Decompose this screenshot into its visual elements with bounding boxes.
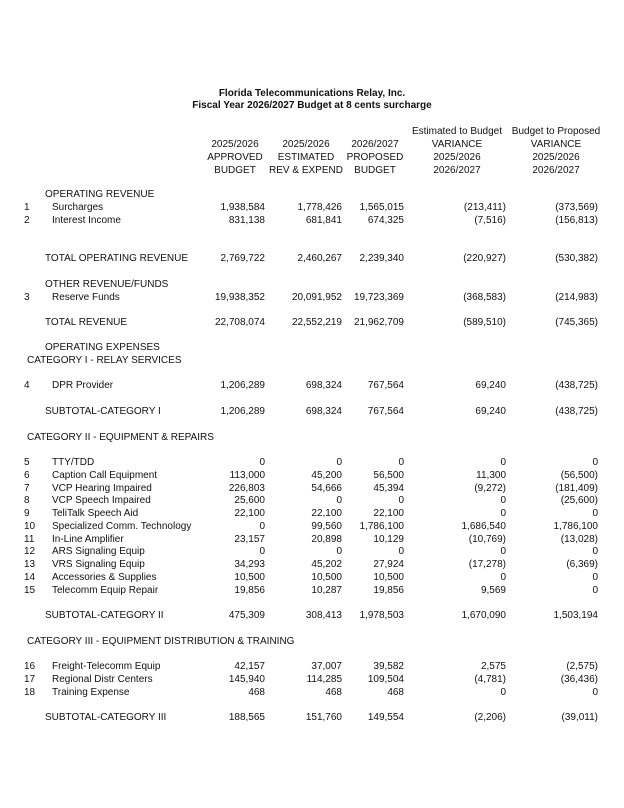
- cell-estimated-rev-expend: 1,778,426: [297, 202, 342, 213]
- cell-estimated-rev-expend: 698,324: [305, 380, 342, 391]
- row-label: Regional Distr Centers: [52, 674, 153, 685]
- header-proposed-budget: 2026/2027 PROPOSED BUDGET: [346, 139, 404, 176]
- cell-proposed-budget: 27,924: [373, 559, 404, 570]
- cell-proposed-budget: 19,723,369: [353, 292, 404, 303]
- cell-estimated-rev-expend: 0: [336, 546, 342, 557]
- row-label: SUBTOTAL-CATEGORY II: [45, 610, 164, 621]
- cell-proposed-budget: 0: [398, 495, 404, 506]
- cell-budget-to-proposed-variance: 0: [592, 585, 598, 596]
- cell-estimated-to-budget-variance: 1,686,540: [461, 521, 506, 532]
- category-heading: [0, 431, 624, 444]
- cell-estimated-rev-expend: 37,007: [311, 661, 342, 672]
- cell-proposed-budget: 674,325: [367, 215, 404, 226]
- row-label: TOTAL OPERATING REVENUE: [45, 253, 188, 264]
- cell-estimated-to-budget-variance: (220,927): [463, 253, 506, 264]
- cell-approved-budget: 23,157: [234, 534, 265, 545]
- cell-approved-budget: 145,940: [228, 674, 265, 685]
- cell-proposed-budget: 2,239,340: [359, 253, 404, 264]
- table-row: [0, 494, 624, 507]
- total-row: [0, 405, 624, 418]
- cell-budget-to-proposed-variance: 0: [592, 572, 598, 583]
- cell-estimated-rev-expend: 0: [336, 495, 342, 506]
- line-number: 10: [24, 521, 36, 532]
- cell-approved-budget: 0: [259, 521, 265, 532]
- table-row: [0, 379, 624, 392]
- line-number: 13: [24, 559, 36, 570]
- cell-approved-budget: 34,293: [234, 559, 265, 570]
- cell-estimated-to-budget-variance: (7,516): [474, 215, 506, 226]
- cell-approved-budget: 831,138: [228, 215, 265, 226]
- cell-budget-to-proposed-variance: 0: [592, 546, 598, 557]
- cell-proposed-budget: 767,564: [367, 380, 404, 391]
- cell-proposed-budget: 1,565,015: [359, 202, 404, 213]
- cell-estimated-rev-expend: 468: [325, 687, 342, 698]
- line-number: 12: [24, 546, 36, 557]
- table-row: [0, 469, 624, 482]
- cell-estimated-rev-expend: 0: [336, 457, 342, 468]
- cell-proposed-budget: 468: [387, 687, 404, 698]
- total-row: [0, 316, 624, 329]
- cell-estimated-rev-expend: 308,413: [305, 610, 342, 621]
- cell-estimated-to-budget-variance: 2,575: [480, 661, 506, 672]
- cell-estimated-rev-expend: 45,202: [311, 559, 342, 570]
- cell-budget-to-proposed-variance: (214,983): [555, 292, 598, 303]
- cell-approved-budget: 1,206,289: [220, 380, 265, 391]
- row-label: Freight-Telecomm Equip: [52, 661, 161, 672]
- table-row: [0, 291, 624, 304]
- row-label: TOTAL REVENUE: [45, 317, 128, 328]
- row-label: VCP Speech Impaired: [52, 495, 151, 506]
- line-number: 17: [24, 674, 36, 685]
- section-heading: [0, 188, 624, 201]
- cell-estimated-to-budget-variance: 9,569: [480, 585, 506, 596]
- cell-estimated-rev-expend: 20,091,952: [291, 292, 342, 303]
- cell-budget-to-proposed-variance: 1,786,100: [553, 521, 598, 532]
- cell-approved-budget: 475,309: [228, 610, 265, 621]
- line-number: 1: [24, 202, 30, 213]
- cell-budget-to-proposed-variance: (13,028): [560, 534, 598, 545]
- row-label: Interest Income: [52, 215, 121, 226]
- category-heading: [0, 635, 624, 648]
- table-row: [0, 201, 624, 214]
- cell-estimated-to-budget-variance: 0: [500, 546, 506, 557]
- cell-estimated-to-budget-variance: (589,510): [463, 317, 506, 328]
- cell-budget-to-proposed-variance: (530,382): [555, 253, 598, 264]
- cell-estimated-rev-expend: 99,560: [311, 521, 342, 532]
- cell-budget-to-proposed-variance: 1,503,194: [553, 610, 598, 621]
- cell-budget-to-proposed-variance: 0: [592, 687, 598, 698]
- row-label: ARS Signaling Equip: [52, 546, 145, 557]
- row-label: Specialized Comm. Technology: [52, 521, 192, 532]
- cell-budget-to-proposed-variance: (181,409): [555, 483, 598, 494]
- cell-proposed-budget: 39,582: [373, 661, 404, 672]
- row-label: Surcharges: [52, 202, 104, 213]
- table-row: [0, 584, 624, 597]
- table-row: [0, 545, 624, 558]
- cell-proposed-budget: 0: [398, 457, 404, 468]
- cell-budget-to-proposed-variance: (745,365): [555, 317, 598, 328]
- cell-estimated-rev-expend: 20,898: [311, 534, 342, 545]
- cell-approved-budget: 42,157: [234, 661, 265, 672]
- row-label: OPERATING EXPENSES: [45, 342, 160, 353]
- cell-approved-budget: 22,100: [234, 508, 265, 519]
- cell-proposed-budget: 45,394: [373, 483, 404, 494]
- cell-estimated-to-budget-variance: (10,769): [468, 534, 506, 545]
- cell-approved-budget: 22,708,074: [214, 317, 265, 328]
- cell-estimated-rev-expend: 10,500: [311, 572, 342, 583]
- line-number: 4: [24, 380, 30, 391]
- cell-estimated-to-budget-variance: (368,583): [463, 292, 506, 303]
- cell-estimated-to-budget-variance: 69,240: [475, 406, 506, 417]
- cell-budget-to-proposed-variance: (2,575): [566, 661, 598, 672]
- cell-proposed-budget: 21,962,709: [353, 317, 404, 328]
- cell-approved-budget: 19,938,352: [214, 292, 265, 303]
- cell-estimated-to-budget-variance: 11,300: [476, 470, 506, 481]
- row-label: SUBTOTAL-CATEGORY III: [45, 712, 167, 723]
- document-title: Florida Telecommunications Relay, Inc.: [218, 88, 406, 99]
- cell-budget-to-proposed-variance: (438,725): [555, 406, 598, 417]
- cell-budget-to-proposed-variance: (56,500): [560, 470, 598, 481]
- row-label: Caption Call Equipment: [52, 470, 158, 481]
- cell-approved-budget: 1,206,289: [220, 406, 265, 417]
- table-row: [0, 660, 624, 673]
- table-row: [0, 686, 624, 699]
- table-row: [0, 214, 624, 227]
- cell-budget-to-proposed-variance: (39,011): [561, 712, 598, 723]
- cell-estimated-to-budget-variance: 0: [500, 687, 506, 698]
- cell-estimated-to-budget-variance: 0: [500, 572, 506, 583]
- table-row: [0, 456, 624, 469]
- line-number: 9: [24, 508, 30, 519]
- cell-estimated-to-budget-variance: 69,240: [475, 380, 506, 391]
- cell-proposed-budget: 10,129: [373, 534, 404, 545]
- cell-estimated-rev-expend: 22,100: [311, 508, 342, 519]
- cell-estimated-to-budget-variance: 1,670,090: [461, 610, 506, 621]
- row-label: TeliTalk Speech Aid: [52, 508, 139, 519]
- line-number: 7: [24, 483, 30, 494]
- row-label: SUBTOTAL-CATEGORY I: [45, 406, 161, 417]
- cell-proposed-budget: 767,564: [367, 406, 404, 417]
- cell-estimated-rev-expend: 2,460,267: [297, 253, 342, 264]
- header-approved-budget: 2025/2026 APPROVED BUDGET: [207, 139, 263, 176]
- cell-approved-budget: 113,000: [229, 470, 265, 481]
- table-row: [0, 673, 624, 686]
- cell-approved-budget: 10,500: [234, 572, 265, 583]
- row-label: In-Line Amplifier: [52, 534, 124, 545]
- document-subtitle: Fiscal Year 2026/2027 Budget at 8 cents surcharge: [192, 100, 432, 111]
- cell-approved-budget: 0: [259, 457, 265, 468]
- cell-approved-budget: 25,600: [234, 495, 265, 506]
- total-row: [0, 711, 624, 724]
- line-number: 15: [24, 585, 36, 596]
- cell-approved-budget: 0: [259, 546, 265, 557]
- cell-budget-to-proposed-variance: (156,813): [555, 215, 598, 226]
- row-label: Telecomm Equip Repair: [52, 585, 159, 596]
- cell-approved-budget: 468: [248, 687, 265, 698]
- row-label: Accessories & Supplies: [52, 572, 157, 583]
- row-label: CATEGORY I - RELAY SERVICES: [27, 355, 182, 366]
- header-estimated-rev-expend: 2025/2026 ESTIMATED REV & EXPEND: [269, 139, 343, 176]
- row-label: CATEGORY II - EQUIPMENT & REPAIRS: [27, 432, 214, 443]
- cell-proposed-budget: 0: [398, 546, 404, 557]
- cell-estimated-to-budget-variance: (213,411): [463, 202, 506, 213]
- cell-estimated-to-budget-variance: (9,272): [474, 483, 506, 494]
- cell-budget-to-proposed-variance: (373,569): [555, 202, 598, 213]
- line-number: 18: [24, 687, 36, 698]
- cell-estimated-rev-expend: 681,841: [305, 215, 342, 226]
- line-number: 5: [24, 457, 30, 468]
- row-label: VCP Hearing Impaired: [52, 483, 152, 494]
- cell-proposed-budget: 19,856: [373, 585, 404, 596]
- table-row: [0, 520, 624, 533]
- category-heading: [0, 354, 624, 367]
- line-number: 2: [24, 215, 30, 226]
- row-label: DPR Provider: [52, 380, 114, 391]
- line-number: 6: [24, 470, 30, 481]
- cell-estimated-to-budget-variance: 0: [500, 457, 506, 468]
- cell-approved-budget: 2,769,722: [220, 253, 265, 264]
- cell-estimated-rev-expend: 45,200: [311, 470, 342, 481]
- header-budget-to-proposed-variance: Budget to Proposed VARIANCE 2025/2026 2026/2027: [511, 126, 601, 176]
- cell-proposed-budget: 56,500: [373, 470, 404, 481]
- row-label: Reserve Funds: [52, 292, 120, 303]
- cell-estimated-rev-expend: 114,285: [306, 674, 342, 685]
- row-label: OTHER REVENUE/FUNDS: [45, 279, 169, 290]
- row-label: OPERATING REVENUE: [45, 189, 155, 200]
- cell-estimated-rev-expend: 22,552,219: [291, 317, 342, 328]
- total-row: [0, 252, 624, 265]
- cell-estimated-rev-expend: 151,760: [305, 712, 342, 723]
- cell-budget-to-proposed-variance: 0: [592, 508, 598, 519]
- cell-proposed-budget: 149,554: [367, 712, 404, 723]
- line-number: 11: [24, 534, 35, 545]
- row-label: TTY/TDD: [52, 457, 95, 468]
- line-number: 8: [24, 495, 30, 506]
- cell-approved-budget: 19,856: [234, 585, 265, 596]
- line-number: 16: [24, 661, 36, 672]
- section-heading: [0, 278, 624, 291]
- cell-proposed-budget: 1,786,100: [359, 521, 404, 532]
- cell-estimated-to-budget-variance: 0: [500, 508, 506, 519]
- row-label: CATEGORY III - EQUIPMENT DISTRIBUTION & TRAINING: [27, 636, 295, 647]
- cell-proposed-budget: 109,504: [367, 674, 404, 685]
- cell-budget-to-proposed-variance: (36,436): [560, 674, 598, 685]
- cell-estimated-to-budget-variance: 0: [500, 495, 506, 506]
- cell-budget-to-proposed-variance: (25,600): [560, 495, 598, 506]
- cell-proposed-budget: 1,978,503: [359, 610, 404, 621]
- header-estimated-to-budget-variance: Estimated to Budget VARIANCE 2025/2026 2026/2027: [411, 126, 503, 176]
- cell-estimated-rev-expend: 10,287: [311, 585, 342, 596]
- cell-estimated-rev-expend: 698,324: [305, 406, 342, 417]
- cell-proposed-budget: 22,100: [373, 508, 404, 519]
- cell-estimated-to-budget-variance: (2,206): [474, 712, 506, 723]
- cell-proposed-budget: 10,500: [373, 572, 404, 583]
- cell-budget-to-proposed-variance: (6,369): [566, 559, 598, 570]
- cell-approved-budget: 226,803: [228, 483, 265, 494]
- cell-budget-to-proposed-variance: 0: [592, 457, 598, 468]
- row-label: VRS Signaling Equip: [52, 559, 145, 570]
- line-number: 3: [24, 292, 30, 303]
- table-row: [0, 571, 624, 584]
- cell-estimated-to-budget-variance: (17,278): [468, 559, 506, 570]
- section-heading: [0, 341, 624, 354]
- row-label: Training Expense: [52, 687, 130, 698]
- cell-approved-budget: 1,938,584: [220, 202, 265, 213]
- total-row: [0, 609, 624, 622]
- table-row: [0, 507, 624, 520]
- cell-estimated-rev-expend: 54,666: [311, 483, 342, 494]
- table-row: [0, 558, 624, 571]
- cell-estimated-to-budget-variance: (4,781): [474, 674, 506, 685]
- cell-approved-budget: 188,565: [228, 712, 265, 723]
- line-number: 14: [24, 572, 36, 583]
- cell-budget-to-proposed-variance: (438,725): [555, 380, 598, 391]
